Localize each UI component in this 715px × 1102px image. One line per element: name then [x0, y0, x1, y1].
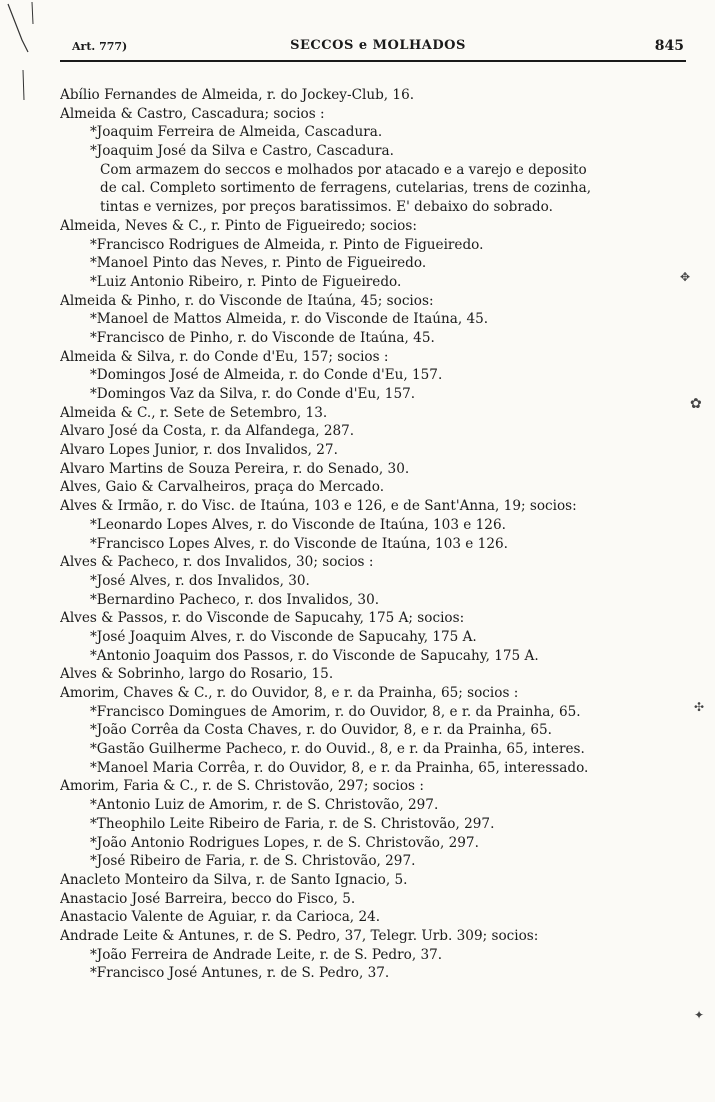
firm-entry: Alves & Passos, r. do Visconde de Sapucahy, 175 A; socios: — [60, 610, 465, 627]
partner-entry: *Joaquim José da Silva e Castro, Cascadura. — [90, 143, 394, 160]
blot-icon: ✿ — [690, 396, 702, 412]
firm-entry: Amorim, Chaves & C., r. do Ouvidor, 8, e r. da Prainha, 65; socios : — [60, 685, 519, 701]
partner-entry: *Luiz Antonio Ribeiro, r. Pinto de Figueiredo. — [90, 273, 402, 290]
description-line: Com armazem do seccos e molhados por atacado e a varejo e deposito — [100, 161, 587, 178]
blot-icon: ✣ — [694, 700, 705, 714]
firm-entry: Almeida & Castro, Cascadura; socios : — [60, 105, 325, 122]
pen-mark-icon — [2, 0, 82, 100]
firm-entry: Alvaro José da Costa, r. da Alfandega, 287. — [60, 423, 355, 440]
firm-entry: Alvaro Lopes Junior, r. dos Invalidos, 27. — [60, 442, 338, 459]
description-line: tintas e vernizes, por preços baratissimos. E' debaixo do sobrado. — [100, 199, 553, 216]
page-title: SECCOS e MOLHADOS — [290, 38, 466, 53]
firm-entry: Anacleto Monteiro da Silva, r. de Santo Ignacio, 5. — [60, 871, 408, 888]
partner-entry: *Manoel Maria Corrêa, r. do Ouvidor, 8, e r. da Prainha, 65, interessado. — [90, 759, 589, 776]
firm-entry: Anastacio José Barreira, becco do Fisco, 5. — [60, 890, 356, 907]
blot-icon: ✥ — [680, 270, 691, 284]
partner-entry: *Domingos Vaz da Silva, r. do Conde d'Eu, 157. — [90, 386, 416, 402]
blot-icon: ✦ — [694, 1008, 705, 1022]
partner-entry: *Antonio Luiz de Amorim, r. de S. Christovão, 297. — [90, 797, 439, 814]
partner-entry: *Francisco de Pinho, r. do Visconde de Itaúna, 45. — [90, 329, 435, 346]
firm-entry: Almeida & Silva, r. do Conde d'Eu, 157; socios : — [60, 348, 389, 365]
partner-entry: *Theophilo Leite Ribeiro de Faria, r. de S. Christovão, 297. — [90, 815, 495, 832]
partner-entry: *Leonardo Lopes Alves, r. do Visconde de Itaúna, 103 e 126. — [90, 516, 506, 533]
header-ref: Art. 777) — [72, 40, 128, 53]
partner-entry: *Joaquim Ferreira de Almeida, Cascadura. — [90, 124, 383, 141]
firm-entry: Almeida & Pinho, r. do Visconde de Itaúna, 45; socios: — [60, 292, 434, 309]
firm-entry: Almeida & C., r. Sete de Setembro, 13. — [60, 404, 328, 421]
partner-entry: *Manoel Pinto das Neves, r. Pinto de Figueiredo. — [90, 255, 427, 272]
header-rule — [60, 60, 686, 62]
firm-entry: Alves & Sobrinho, largo do Rosario, 15. — [60, 666, 334, 683]
partner-entry: *José Alves, r. dos Invalidos, 30. — [90, 572, 310, 589]
firm-entry: Alvaro Martins de Souza Pereira, r. do Senado, 30. — [60, 460, 410, 477]
partner-entry: *João Antonio Rodrigues Lopes, r. de S. Christovão, 297. — [90, 834, 479, 851]
partner-entry: *José Joaquim Alves, r. do Visconde de Sapucahy, 175 A. — [90, 628, 477, 645]
firm-entry: Alves, Gaio & Carvalheiros, praça do Mercado. — [60, 479, 385, 496]
page-header — [72, 38, 684, 60]
entry-list — [60, 86, 692, 983]
partner-entry: *Antonio Joaquim dos Passos, r. do Visconde de Sapucahy, 175 A. — [90, 647, 539, 664]
partner-entry: *Gastão Guilherme Pacheco, r. do Ouvid., 8, e r. da Prainha, 65, interes. — [90, 741, 585, 758]
partner-entry: *Francisco Rodrigues de Almeida, r. Pinto de Figueiredo. — [90, 236, 484, 253]
partner-entry: *José Ribeiro de Faria, r. de S. Christovão, 297. — [90, 853, 416, 870]
firm-entry: Andrade Leite & Antunes, r. de S. Pedro, 37, Telegr. Urb. 309; socios: — [60, 927, 539, 944]
firm-entry: Alves & Irmão, r. do Visc. de Itaúna, 103 e 126, e de Sant'Anna, 19; socios: — [60, 498, 577, 515]
page-number: 845 — [654, 38, 684, 54]
firm-entry: Almeida, Neves & C., r. Pinto de Figueiredo; socios: — [60, 217, 417, 234]
partner-entry: *João Corrêa da Costa Chaves, r. do Ouvidor, 8, e r. da Prainha, 65. — [90, 722, 552, 739]
partner-entry: *Francisco Lopes Alves, r. do Visconde de Itaúna, 103 e 126. — [90, 535, 508, 552]
firm-entry: Alves & Pacheco, r. dos Invalidos, 30; socios : — [60, 554, 374, 571]
partner-entry: *Manoel de Mattos Almeida, r. do Visconde de Itaúna, 45. — [90, 311, 489, 328]
partner-entry: *Francisco José Antunes, r. de S. Pedro, 37. — [90, 965, 390, 982]
partner-entry: *Francisco Domingues de Amorim, r. do Ouvidor, 8, e r. da Prainha, 65. — [90, 703, 581, 720]
partner-entry: *Bernardino Pacheco, r. dos Invalidos, 30. — [90, 591, 380, 608]
firm-entry: Amorim, Faria & C., r. de S. Christovão, 297; socios : — [60, 778, 424, 795]
firm-entry: Anastacio Valente de Aguiar, r. da Carioca, 24. — [60, 909, 381, 926]
partner-entry: *Domingos José de Almeida, r. do Conde d'Eu, 157. — [90, 367, 443, 384]
firm-entry: Abílio Fernandes de Almeida, r. do Jockey-Club, 16. — [60, 87, 415, 103]
description-line: de cal. Completo sortimento de ferragens, cutelarias, trens de cozinha, — [100, 180, 592, 197]
partner-entry: *João Ferreira de Andrade Leite, r. de S. Pedro, 37. — [90, 946, 443, 963]
